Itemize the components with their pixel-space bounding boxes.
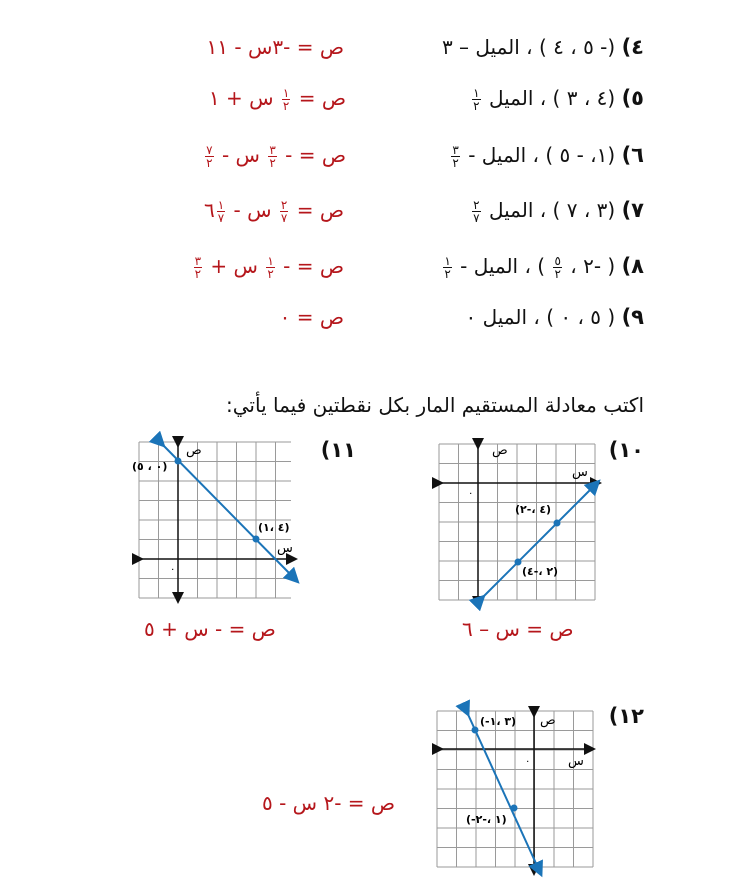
point-2-label: (٤ ،١) xyxy=(258,521,290,534)
answer-10: ص = س – ٦ xyxy=(462,617,574,641)
point-2 xyxy=(511,805,518,812)
problem-number-11: ١١) xyxy=(320,438,356,462)
problem-number: ٤) xyxy=(621,35,644,59)
point-2 xyxy=(253,536,260,543)
answer-5: ص = $\frac{١}{٢}$ س + ١ xyxy=(208,86,346,113)
x-axis-label: س xyxy=(572,465,588,480)
answer-8: ص = - $\frac{١}{٢}$ س + $\frac{٣}{٢}$ xyxy=(194,254,344,281)
graph-10 xyxy=(432,438,602,608)
slope-fraction: $\frac{٢}{٧}$ xyxy=(473,198,480,225)
problem-5 xyxy=(470,86,644,112)
point-2-label: (٢ ،-٤) xyxy=(522,565,559,578)
y-axis-label: ص xyxy=(540,713,556,728)
problem-number-12: ١٢) xyxy=(608,704,644,728)
origin-label: ٠ xyxy=(468,488,474,499)
problem-4 xyxy=(442,35,644,59)
problem-number: ٩) xyxy=(621,305,644,329)
answer-11: ص = - س + ٥ xyxy=(144,617,276,641)
graph-line xyxy=(466,710,539,870)
y-axis-label: ص xyxy=(186,443,202,458)
section-heading: اكتب معادلة المستقيم المار بكل نقطتين فيما يأتي: xyxy=(226,393,644,417)
problem-number: ٥) xyxy=(621,86,644,110)
x-axis-label: س xyxy=(277,541,293,556)
problem-text: (٤ ، ٣ ) ، الميل xyxy=(488,86,616,110)
point-1 xyxy=(554,520,561,527)
graph-11 xyxy=(134,438,296,600)
problem-text: (٣ ، ٧ ) ، الميل xyxy=(488,198,616,222)
point-1 xyxy=(175,458,182,465)
problem-text: (١، - ٥ ) ، الميل - xyxy=(468,143,616,167)
problem-number: ٧) xyxy=(621,198,644,222)
point-2-label: (-١ ،-٢) xyxy=(466,813,507,826)
problem-number: ٨) xyxy=(621,254,644,278)
point-1-label: (٤ ،-٢) xyxy=(515,503,552,516)
point-2 xyxy=(515,559,522,566)
y-axis-label: ص xyxy=(492,443,508,458)
slope-fraction: $\frac{١}{٢}$ xyxy=(473,86,480,113)
problem-7 xyxy=(470,198,644,224)
graph-12 xyxy=(434,708,594,872)
origin-label: ٠ xyxy=(170,564,176,575)
point-1-label: (٠ ، ٥) xyxy=(132,460,168,473)
problem-text: (- ٥ ، ٤ ) ، الميل – ٣ xyxy=(441,35,616,59)
point-fraction: $\frac{٥}{٢}$ xyxy=(554,254,561,281)
problem-number: ٦) xyxy=(621,143,644,167)
answer-9: ص = ٠ xyxy=(279,305,344,329)
answer-7: ص = $\frac{٢}{٧}$ س - $\frac{١}{٧}$ ٦ xyxy=(203,198,344,225)
problem-number-10: ١٠) xyxy=(608,438,644,462)
slope-fraction: $\frac{١}{٢}$ xyxy=(444,254,451,281)
point-1 xyxy=(472,727,479,734)
x-axis-label: س xyxy=(568,754,584,769)
answer-4: ص = -٣س - ١١ xyxy=(206,35,344,59)
problem-9 xyxy=(466,305,644,329)
answer-12: ص = -٢ س - ٥ xyxy=(262,791,396,815)
problem-6 xyxy=(449,143,644,169)
slope-fraction: $\frac{٣}{٢}$ xyxy=(452,143,459,170)
answer-6: ص = - $\frac{٣}{٢}$ س - $\frac{٧}{٢}$ xyxy=(206,143,346,170)
grid xyxy=(437,711,593,867)
point-1-label: (-٣ ،١) xyxy=(480,715,517,728)
problem-8: ٨) ( -٢ ، $\frac{٥}{٢}$ ) ، الميل - $\frac{١}{٢}$ xyxy=(444,254,644,281)
origin-label: ٠ xyxy=(525,756,531,767)
problem-text: ( ٥ ، ٠ ) ، الميل ٠ xyxy=(465,305,616,329)
